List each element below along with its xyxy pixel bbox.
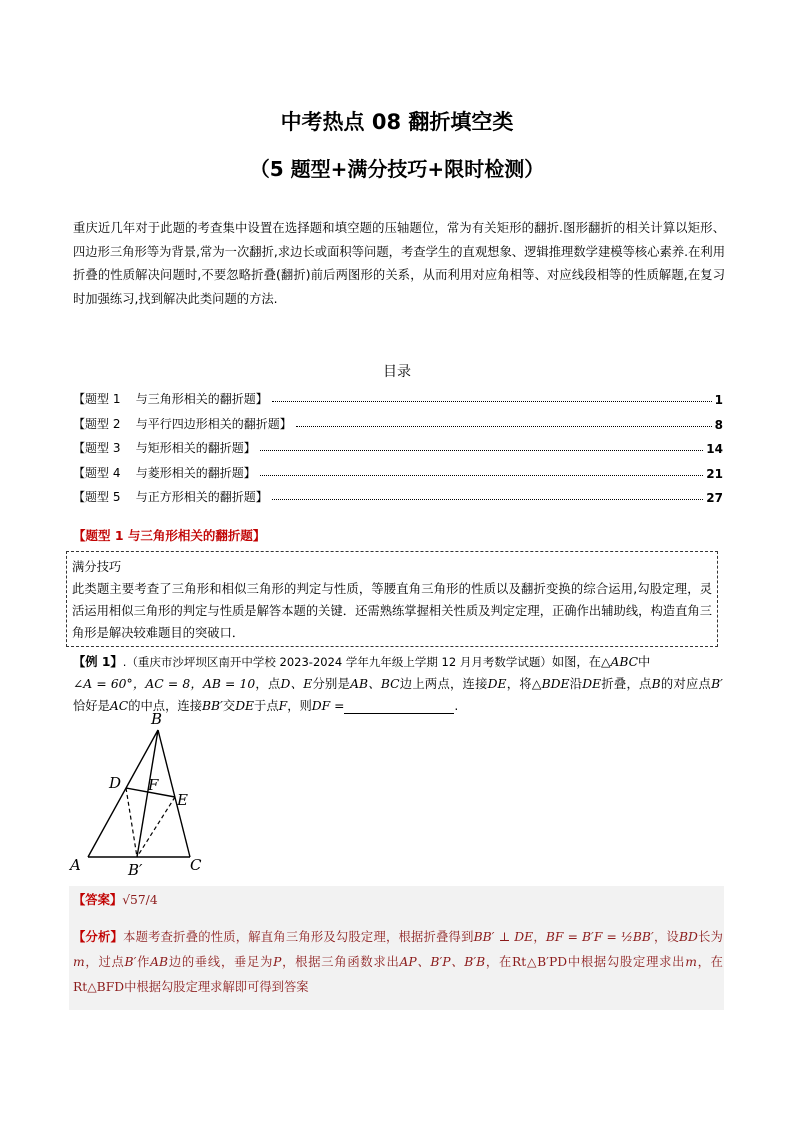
problem-text: 交 [222,699,236,713]
math-expr: m [73,955,85,969]
label-e: E [177,791,188,809]
math-expr: F [278,699,288,713]
math-expr: AB、BC [350,677,400,691]
intro-paragraph: 重庆近几年对于此题的考查集中设置在选择题和填空题的压轴题位，常为有关矩形的翻折.图形翻折的相关计算以矩形、四边形三角形等为背景,常为一次翻折,求边长或面积等问题，考查学生的直观想象、逻辑推理数学建模等核心素养.在利用折叠的性质解决问题时,不要忽略折叠(翻折)前后两图形的关系，从而利用对应角相等、对应线段相等的性质解题,在复习时加强练习,找到解决此类问题的方法. [73,221,725,306]
label-d: D [109,774,122,792]
toc-entry-label: 【题型 4 与菱形相关的翻折题】 [73,465,256,480]
math-expr: m [685,955,697,969]
fold-eb [137,797,175,857]
label-c: C [190,856,202,874]
analysis-text: 边的垂线，垂足为 [168,955,274,969]
toc-entry[interactable] [73,481,723,505]
math-expr: BB′ [202,699,223,713]
problem-text: 的对应点 [660,677,712,691]
math-expr: △ABC [601,655,639,669]
math-expr: DF = [311,699,345,713]
analysis-text: 长为 [697,930,723,944]
problem-text: . [454,699,459,713]
math-expr: △BDE [531,677,570,691]
toc-entry[interactable] [73,432,723,456]
math-expr: Rt△B′PD [512,955,568,969]
label-a: A [70,856,81,874]
math-expr: Rt△BFD [73,980,125,994]
math-expr: AB [150,955,169,969]
math-expr: AC [109,699,129,713]
toc-entry-page: 8 [714,417,723,432]
toc-entry[interactable] [73,383,723,407]
toc-entry-label: 【题型 5 与正方形相关的翻折题】 [73,489,268,504]
problem-text: 折叠，点 [601,677,652,691]
math-expr: D、E [280,677,313,691]
tips-title: 满分技巧 [72,560,122,574]
analysis-text: 本题考查折叠的性质，解直角三角形及勾股定理，根据折叠得到 [123,930,474,944]
toc-entry-page: 21 [706,466,723,481]
section-heading: 【题型 1 与三角形相关的翻折题】 [73,528,266,543]
math-expr: DE [487,677,507,691]
tips-body: 此类题主要考查了三角形和相似三角形的判定与性质，等腰直角三角形的性质以及翻折变换的综合运用,勾股定理，灵活运用相似三角形的判定与性质是解答本题的关键．还需熟练掌握相关性质及判定定理，正确作出辅助线，构造直角三角形是解决较难题目的突破口． [72,582,712,640]
toc-entry-label: 【题型 3 与矩形相关的翻折题】 [73,441,256,456]
example-source: .（重庆市沙坪坝区南开中学校 2023-2024 学年九年级上学期 12 月月考数学试题） [122,655,552,669]
toc-leader [272,401,712,402]
table-of-contents [73,383,723,505]
problem-text: ，将 [506,677,532,691]
problem-text: 的中点，连接 [128,699,202,713]
analysis-text: ，设 [653,930,679,944]
math-expr: B′ [124,955,137,969]
geometry-figure [66,708,216,878]
toc-entry[interactable] [73,456,723,480]
analysis-text: 中根据勾股定理求解即可得到答案 [124,980,309,994]
math-expr: DE [582,677,602,691]
toc-entry-label: 【题型 1 与三角形相关的翻折题】 [73,392,268,407]
problem-text: 边上两点，连接 [399,677,488,691]
problem-text: 如图，在 [551,655,602,669]
problem-text: ，则 [287,699,312,713]
analysis-tag: 【分析】 [73,930,124,944]
problem-text: ，点 [255,677,281,691]
math-expr: BB′ ⊥ DE [473,930,534,944]
analysis-text: ，过点 [84,955,125,969]
toc-entry[interactable] [73,407,723,431]
document-subtitle: （5 题型+满分技巧+限时检测） [249,157,545,181]
math-expr: BF = B′F = ½BB′ [545,930,654,944]
math-expr: B′ [711,677,723,691]
problem-text: 中 [638,655,651,669]
fold-db [126,788,137,857]
toc-entry-page: 1 [714,393,723,408]
toc-title: 目录 [383,364,411,380]
analysis-paragraph [73,925,723,1000]
label-b: B [151,710,163,728]
analysis-text: 中根据勾股定理求出 [567,955,686,969]
answer-line [73,890,158,908]
math-expr: P [273,955,282,969]
toc-entry-label: 【题型 2 与平行四边形相关的翻折题】 [73,416,292,431]
problem-text: 恰好是 [73,699,110,713]
tips-box [66,551,718,647]
toc-entry-page: 27 [706,490,723,505]
answer-tag: 【答案】 [73,893,123,907]
document-title: 中考热点 08 翻折填空类 [280,110,514,134]
analysis-text: ，根据三角函数求出 [281,955,400,969]
analysis-text: ，在 [696,955,723,969]
toc-entry-page: 14 [706,442,723,457]
math-expr: DE [235,699,255,713]
problem-text: 沿 [569,677,583,691]
answer-value: √57/4 [122,893,158,907]
analysis-text: 作 [136,955,151,969]
toc-leader [260,450,704,451]
analysis-text: ， [533,930,546,944]
math-expr: ∠A = 60°，AC = 8，AB = 10 [73,677,256,691]
toc-leader [272,499,704,500]
analysis-text: ，在 [485,955,512,969]
toc-leader [296,426,712,427]
math-expr: AP、B′P、B′B [399,955,486,969]
toc-leader [260,475,704,476]
problem-text: 于点 [254,699,279,713]
example-label: 【例 1】 [73,655,123,669]
problem-text: 分别是 [312,677,351,691]
label-bprime: B′ [128,861,143,878]
math-expr: BD [679,930,698,944]
label-f: F [148,776,159,794]
answer-blank[interactable] [344,699,454,714]
math-expr: B [651,677,661,691]
